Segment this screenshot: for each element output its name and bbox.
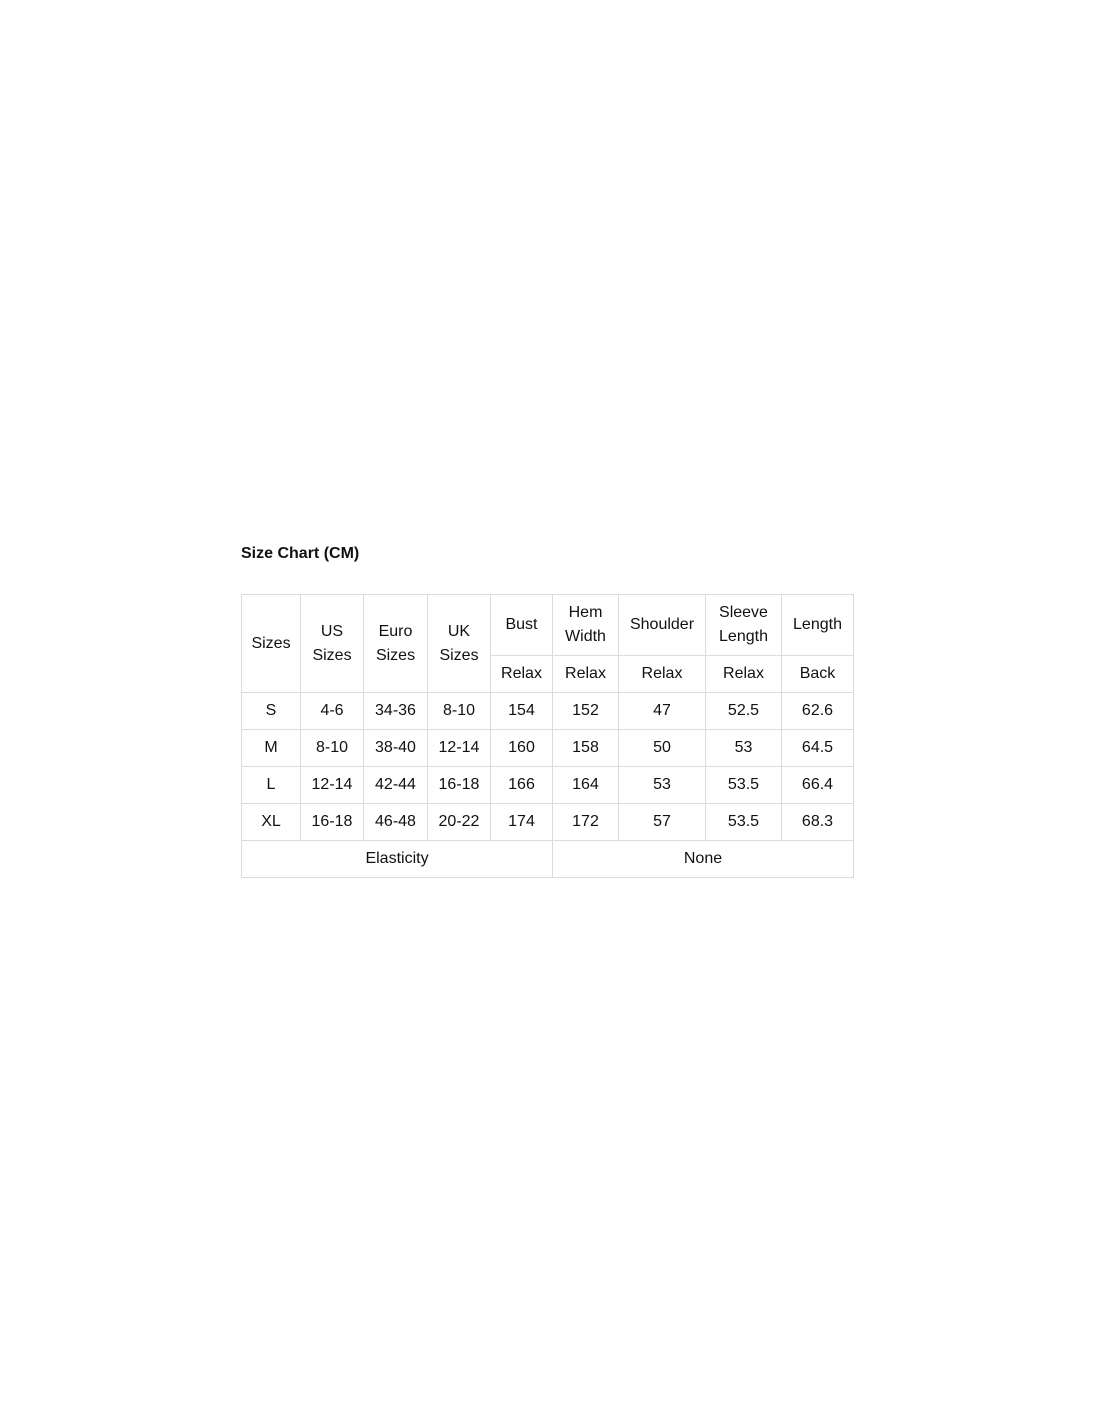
header-row (242, 595, 854, 656)
cell-us-size: 12-14 (301, 767, 364, 804)
header-euro-sizes: Euro Sizes (364, 595, 428, 693)
header-bust: Bust (491, 595, 553, 656)
cell-size: M (242, 730, 301, 767)
cell-us-size: 4-6 (301, 693, 364, 730)
cell-size: L (242, 767, 301, 804)
subheader-shoulder: Relax (619, 656, 706, 693)
cell-uk-size: 8-10 (428, 693, 491, 730)
cell-size: S (242, 693, 301, 730)
header-sleeve-length: Sleeve Length (706, 595, 782, 656)
cell-euro-size: 46-48 (364, 804, 428, 841)
cell-euro-size: 42-44 (364, 767, 428, 804)
cell-bust: 160 (491, 730, 553, 767)
cell-euro-size: 38-40 (364, 730, 428, 767)
cell-size: XL (242, 804, 301, 841)
cell-uk-size: 16-18 (428, 767, 491, 804)
header-uk-sizes: UK Sizes (428, 595, 491, 693)
table-row (242, 730, 854, 767)
subheader-length: Back (782, 656, 854, 693)
table-row (242, 767, 854, 804)
header-us-sizes: US Sizes (301, 595, 364, 693)
cell-length: 66.4 (782, 767, 854, 804)
elasticity-row (242, 841, 854, 878)
cell-length: 68.3 (782, 804, 854, 841)
cell-shoulder: 50 (619, 730, 706, 767)
cell-hem-width: 158 (553, 730, 619, 767)
cell-sleeve-length: 53 (706, 730, 782, 767)
cell-us-size: 16-18 (301, 804, 364, 841)
elasticity-label: Elasticity (242, 841, 553, 878)
cell-length: 62.6 (782, 693, 854, 730)
elasticity-value: None (553, 841, 854, 878)
cell-uk-size: 12-14 (428, 730, 491, 767)
cell-length: 64.5 (782, 730, 854, 767)
header-sizes: Sizes (242, 595, 301, 693)
cell-euro-size: 34-36 (364, 693, 428, 730)
cell-sleeve-length: 53.5 (706, 767, 782, 804)
subheader-bust: Relax (491, 656, 553, 693)
cell-shoulder: 57 (619, 804, 706, 841)
chart-title: Size Chart (CM) (241, 545, 360, 562)
cell-hem-width: 152 (553, 693, 619, 730)
size-chart-table (241, 594, 854, 878)
cell-shoulder: 53 (619, 767, 706, 804)
cell-sleeve-length: 53.5 (706, 804, 782, 841)
header-length: Length (782, 595, 854, 656)
cell-shoulder: 47 (619, 693, 706, 730)
header-shoulder: Shoulder (619, 595, 706, 656)
cell-us-size: 8-10 (301, 730, 364, 767)
table-row (242, 804, 854, 841)
cell-bust: 166 (491, 767, 553, 804)
cell-bust: 154 (491, 693, 553, 730)
subheader-sleeve-length: Relax (706, 656, 782, 693)
cell-uk-size: 20-22 (428, 804, 491, 841)
header-hem-width: Hem Width (553, 595, 619, 656)
subheader-hem-width: Relax (553, 656, 619, 693)
cell-sleeve-length: 52.5 (706, 693, 782, 730)
cell-hem-width: 164 (553, 767, 619, 804)
cell-hem-width: 172 (553, 804, 619, 841)
table-row (242, 693, 854, 730)
cell-bust: 174 (491, 804, 553, 841)
